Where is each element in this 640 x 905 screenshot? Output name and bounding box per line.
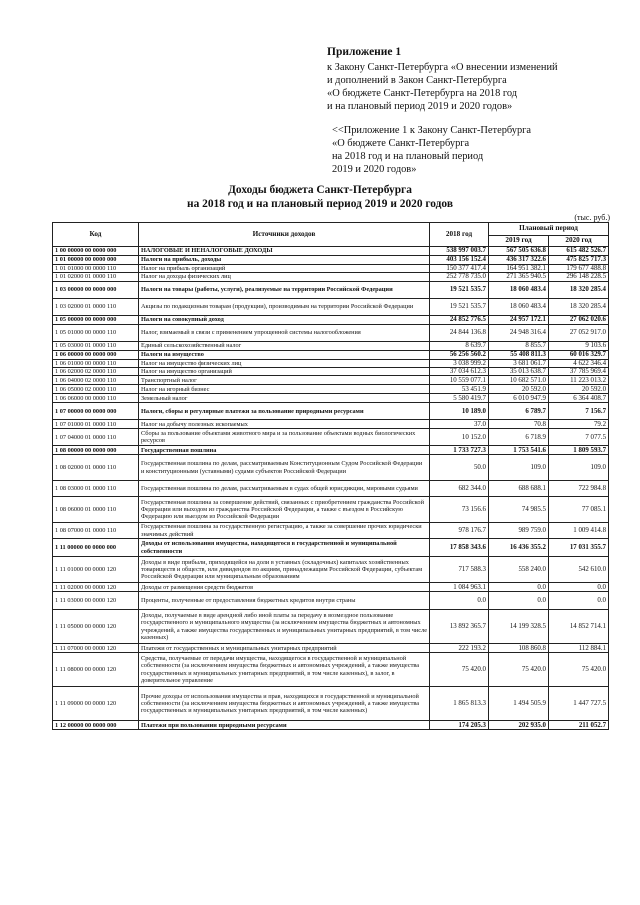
table-row [53,273,609,281]
appendix-quote [327,124,627,176]
value-2019-cell: 8 855.7 [489,341,549,350]
source-cell: НАЛОГОВЫЕ И НЕНАЛОГОВЫЕ ДОХОДЫ [139,247,430,256]
source-cell: Сборы за пользование объектами животного мира и за пользование объектами водных биологических ресурсов [139,429,430,446]
value-2019-cell: 6 789.7 [489,403,549,420]
header-code: Код [53,223,139,247]
value-2018-cell: 1 084 963.1 [430,583,489,592]
table-row [53,610,609,644]
code-cell: 1 01 01000 00 0000 110 [53,265,139,273]
table-row [53,341,609,350]
table-row [53,324,609,341]
value-2018-cell: 24 844 136.8 [430,324,489,341]
value-2019-cell: 164 951 382.1 [489,265,549,273]
value-2019-cell: 55 408 811.3 [489,350,549,359]
source-cell: Налог на имущество организаций [139,367,430,375]
table-row [53,315,609,324]
title-line-1: Доходы бюджета Санкт-Петербурга [228,184,412,196]
value-2019-cell: 20 592.0 [489,385,549,394]
header-2018: 2018 год [430,223,489,247]
table-row [53,376,609,385]
code-cell: 1 11 09000 00 0000 120 [53,687,139,721]
code-cell: 1 07 00000 00 0000 000 [53,403,139,420]
value-2019-cell: 271 365 940.5 [489,273,549,281]
value-2020-cell: 0.0 [549,592,609,610]
code-cell: 1 11 00000 00 0000 000 [53,539,139,557]
value-2020-cell: 18 320 285.4 [549,281,609,298]
code-cell: 1 06 05000 02 0000 110 [53,385,139,394]
code-cell: 1 11 08000 00 0000 120 [53,653,139,687]
value-2019-cell: 1 494 505.9 [489,687,549,721]
table-row [53,721,609,730]
value-2018-cell: 10 189.0 [430,403,489,420]
value-2020-cell: 4 622 346.4 [549,359,609,367]
value-2020-cell: 7 077.5 [549,429,609,446]
value-2019-cell: 6 010 947.9 [489,394,549,403]
source-cell: Средства, получаемые от передачи имущества, находящегося в государственной и муниципальной собственности (за исключением имущества бюджетных и автономных учреждений, а также имущества государственных и муниципальных унитарных предприятий, в том числе казенных), в залог, в доверительное управление [139,653,430,687]
source-cell: Доходы от размещения средств бюджетов [139,583,430,592]
table-row [53,653,609,687]
source-cell: Транспортный налог [139,376,430,385]
value-2018-cell: 10 559 077.1 [430,376,489,385]
source-cell: Проценты, полученные от предоставления бюджетных кредитов внутри страны [139,592,430,610]
source-cell: Платежи от государственных и муниципальных унитарных предприятий [139,644,430,653]
value-2018-cell: 978 176.7 [430,523,489,539]
value-2018-cell: 19 521 535.7 [430,281,489,298]
table-row [53,350,609,359]
table-row [53,446,609,455]
value-2018-cell: 73 156.6 [430,497,489,523]
table-row [53,256,609,265]
value-2020-cell: 20 592.0 [549,385,609,394]
quote-line: 2019 и 2020 годов» [332,164,417,175]
code-cell: 1 08 06000 01 0000 110 [53,497,139,523]
value-2020-cell: 112 884.1 [549,644,609,653]
table-row [53,557,609,583]
value-2019-cell: 1 753 541.6 [489,446,549,455]
value-2018-cell: 682 344.0 [430,481,489,497]
code-cell: 1 11 05000 00 0000 120 [53,610,139,644]
appendix-title: Приложение 1 [327,46,402,58]
appendix-line: к Закону Санкт-Петербурга «О внесении изменений [327,62,558,73]
value-2019-cell: 989 759.0 [489,523,549,539]
source-cell: Налоги на товары (работы, услуги), реализуемые на территории Российской Федерации [139,281,430,298]
table-row [53,359,609,367]
code-cell: 1 06 06000 00 0000 110 [53,394,139,403]
value-2018-cell: 150 377 417.4 [430,265,489,273]
value-2020-cell: 7 156.7 [549,403,609,420]
value-2018-cell: 252 778 735.0 [430,273,489,281]
value-2019-cell: 567 505 636.8 [489,247,549,256]
value-2019-cell: 24 957 172.1 [489,315,549,324]
source-cell: Государственная пошлина за государственную регистрацию, а также за совершение прочих юридически значимых действий [139,523,430,539]
value-2018-cell: 5 580 419.7 [430,394,489,403]
value-2018-cell: 8 639.7 [430,341,489,350]
value-2020-cell: 77 085.1 [549,497,609,523]
table-row [53,247,609,256]
source-cell: Налог на добычу полезных ископаемых [139,420,430,429]
table-row [53,481,609,497]
value-2020-cell: 75 420.0 [549,653,609,687]
value-2019-cell: 0.0 [489,592,549,610]
value-2019-cell: 558 240.0 [489,557,549,583]
value-2019-cell: 10 682 571.0 [489,376,549,385]
table-row [53,265,609,273]
table-row [53,687,609,721]
code-cell: 1 11 01000 00 0000 120 [53,557,139,583]
table-row [53,403,609,420]
table-row [53,281,609,298]
value-2019-cell: 6 718.9 [489,429,549,446]
table-row [53,583,609,592]
value-2020-cell: 722 984.8 [549,481,609,497]
value-2019-cell: 35 013 638.7 [489,367,549,375]
value-2018-cell: 0.0 [430,592,489,610]
value-2018-cell: 3 038 999.2 [430,359,489,367]
value-2018-cell: 56 256 560.2 [430,350,489,359]
value-2020-cell: 211 052.7 [549,721,609,730]
value-2020-cell: 9 103.6 [549,341,609,350]
code-cell: 1 08 03000 01 0000 110 [53,481,139,497]
table-row [53,455,609,481]
source-cell: Налог, взимаемый в связи с применением упрощенной системы налогообложения [139,324,430,341]
value-2018-cell: 10 152.0 [430,429,489,446]
code-cell: 1 08 07000 01 0000 110 [53,523,139,539]
code-cell: 1 05 01000 00 0000 110 [53,324,139,341]
value-2020-cell: 1 009 414.8 [549,523,609,539]
header-2020: 2020 год [549,236,609,247]
code-cell: 1 08 02000 01 0000 110 [53,455,139,481]
value-2020-cell: 79.2 [549,420,609,429]
table-body [53,247,609,730]
source-cell: Налог на имущество физических лиц [139,359,430,367]
code-cell: 1 11 02000 00 0000 120 [53,583,139,592]
header-planned-period: Плановый период [489,223,609,236]
code-cell: 1 08 00000 00 0000 000 [53,446,139,455]
revenue-table [52,222,609,730]
code-cell: 1 07 01000 01 0000 110 [53,420,139,429]
appendix-header [327,46,627,176]
code-cell: 1 05 03000 01 0000 110 [53,341,139,350]
appendix-line: и дополнений в Закон Санкт-Петербурга [327,75,507,86]
value-2020-cell: 542 610.0 [549,557,609,583]
value-2020-cell: 60 016 329.7 [549,350,609,359]
code-cell: 1 06 00000 00 0000 000 [53,350,139,359]
value-2020-cell: 179 677 488.8 [549,265,609,273]
value-2018-cell: 37 034 612.3 [430,367,489,375]
source-cell: Платежи при пользовании природными ресурсами [139,721,430,730]
value-2020-cell: 109.0 [549,455,609,481]
value-2019-cell: 109.0 [489,455,549,481]
value-2019-cell: 18 060 483.4 [489,298,549,315]
value-2020-cell: 37 785 969.4 [549,367,609,375]
source-cell: Налог на игорный бизнес [139,385,430,394]
table-row [53,420,609,429]
source-cell: Государственная пошлина за совершение действий, связанных с приобретением гражданства Российской Федерации или выходом из гражданства Российской Федерации, а также с въездом в Российскую Федерацию или выездом из Российской Федерации [139,497,430,523]
quote-line: на 2018 год и на плановый период [332,151,484,162]
value-2019-cell: 24 948 316.4 [489,324,549,341]
value-2018-cell: 174 205.3 [430,721,489,730]
source-cell: Прочие доходы от использования имущества и прав, находящихся в государственной и муниципальной собственности (за исключением имущества бюджетных и автономных учреждений, а также имущества государственных и муниципальных унитарных предприятий, в том числе казенных) [139,687,430,721]
value-2019-cell: 74 985.5 [489,497,549,523]
appendix-line: «О бюджете Санкт-Петербурга на 2018 год [327,88,518,99]
value-2019-cell: 108 860.8 [489,644,549,653]
value-2019-cell: 16 436 355.2 [489,539,549,557]
source-cell: Налоги, сборы и регулярные платежи за пользование природными ресурсами [139,403,430,420]
appendix-line: и на плановый период 2019 и 2020 годов» [327,101,513,112]
source-cell: Акцизы по подакцизным товарам (продукции), производимым на территории Российской Федерации [139,298,430,315]
value-2020-cell: 6 364 408.7 [549,394,609,403]
table-row [53,394,609,403]
source-cell: Налоги на прибыль, доходы [139,256,430,265]
value-2018-cell: 1 865 813.3 [430,687,489,721]
value-2018-cell: 53 451.9 [430,385,489,394]
table-row [53,592,609,610]
code-cell: 1 06 01000 00 0000 110 [53,359,139,367]
code-cell: 1 06 02000 02 0000 110 [53,367,139,375]
code-cell: 1 03 00000 00 0000 000 [53,281,139,298]
code-cell: 1 11 03000 00 0000 120 [53,592,139,610]
value-2019-cell: 202 935.0 [489,721,549,730]
table-row [53,298,609,315]
table-row [53,539,609,557]
value-2018-cell: 13 892 365.7 [430,610,489,644]
unit-label: (тыс. руб.) [574,213,610,222]
source-cell: Государственная пошлина [139,446,430,455]
code-cell: 1 12 00000 00 0000 000 [53,721,139,730]
source-cell: Единый сельскохозяйственный налог [139,341,430,350]
source-cell: Земельный налог [139,394,430,403]
value-2020-cell: 14 852 714.1 [549,610,609,644]
title-line-2: на 2018 год и на плановый период 2019 и 2020 годов [187,198,453,210]
value-2018-cell: 403 156 152.4 [430,256,489,265]
code-cell: 1 05 00000 00 0000 000 [53,315,139,324]
table-row [53,385,609,394]
header-source: Источники доходов [139,223,430,247]
value-2018-cell: 1 733 727.3 [430,446,489,455]
source-cell: Государственная пошлина по делам, рассматриваемым в судах общей юрисдикции, мировыми судьями [139,481,430,497]
code-cell: 1 01 00000 00 0000 000 [53,256,139,265]
quote-line: «О бюджете Санкт-Петербурга [332,138,470,149]
value-2020-cell: 615 482 526.7 [549,247,609,256]
code-cell: 1 11 07000 00 0000 120 [53,644,139,653]
source-cell: Доходы в виде прибыли, приходящейся на доли в уставных (складочных) капиталах хозяйственных товариществ и обществ, или дивидендов по акциям, принадлежащим Российской Федерации, субъектам Российской Федерации или муниципальным образованиям [139,557,430,583]
value-2019-cell: 70.8 [489,420,549,429]
code-cell: 1 07 04000 01 0000 110 [53,429,139,446]
value-2020-cell: 1 809 593.7 [549,446,609,455]
source-cell: Налог на прибыль организаций [139,265,430,273]
value-2018-cell: 717 588.3 [430,557,489,583]
value-2020-cell: 0.0 [549,583,609,592]
value-2020-cell: 27 052 917.0 [549,324,609,341]
header-2019: 2019 год [489,236,549,247]
value-2020-cell: 18 320 285.4 [549,298,609,315]
table-row [53,367,609,375]
source-cell: Налоги на имущество [139,350,430,359]
value-2018-cell: 17 858 343.6 [430,539,489,557]
value-2018-cell: 50.0 [430,455,489,481]
value-2018-cell: 37.0 [430,420,489,429]
value-2020-cell: 17 031 355.7 [549,539,609,557]
source-cell: Государственная пошлина по делам, рассматриваемым Конституционным Судом Российской Федерации и конституционными (уставными) судами субъектов Российской Федерации [139,455,430,481]
value-2019-cell: 688 688.1 [489,481,549,497]
value-2019-cell: 3 681 061.7 [489,359,549,367]
value-2019-cell: 18 060 483.4 [489,281,549,298]
value-2019-cell: 75 420.0 [489,653,549,687]
table-row [53,497,609,523]
code-cell: 1 03 02000 01 0000 110 [53,298,139,315]
source-cell: Доходы от использования имущества, находящегося в государственной и муниципальной собственности [139,539,430,557]
source-cell: Доходы, получаемые в виде арендной либо иной платы за передачу в возмездное пользование государственного и муниципального имущества (за исключением имущества бюджетных и автономных учреждений, а также имущества государственных и муниципальных унитарных предприятий, в том числе казенных) [139,610,430,644]
value-2020-cell: 1 447 727.5 [549,687,609,721]
code-cell: 1 01 02000 01 0000 110 [53,273,139,281]
code-cell: 1 06 04000 02 0000 110 [53,376,139,385]
code-cell: 1 00 00000 00 0000 000 [53,247,139,256]
table-row [53,523,609,539]
value-2019-cell: 436 317 322.6 [489,256,549,265]
value-2020-cell: 296 148 228.5 [549,273,609,281]
quote-line: <<Приложение 1 к Закону Санкт-Петербурга [332,125,532,136]
value-2018-cell: 538 997 003.7 [430,247,489,256]
value-2018-cell: 75 420.0 [430,653,489,687]
value-2019-cell: 14 199 328.5 [489,610,549,644]
value-2018-cell: 24 852 776.5 [430,315,489,324]
value-2018-cell: 19 521 535.7 [430,298,489,315]
value-2020-cell: 27 062 020.6 [549,315,609,324]
value-2020-cell: 475 825 717.3 [549,256,609,265]
table-row [53,644,609,653]
source-cell: Налоги на совокупный доход [139,315,430,324]
value-2020-cell: 11 223 013.2 [549,376,609,385]
source-cell: Налог на доходы физических лиц [139,273,430,281]
document-title [0,183,640,211]
value-2019-cell: 0.0 [489,583,549,592]
value-2018-cell: 222 193.2 [430,644,489,653]
table-row [53,429,609,446]
